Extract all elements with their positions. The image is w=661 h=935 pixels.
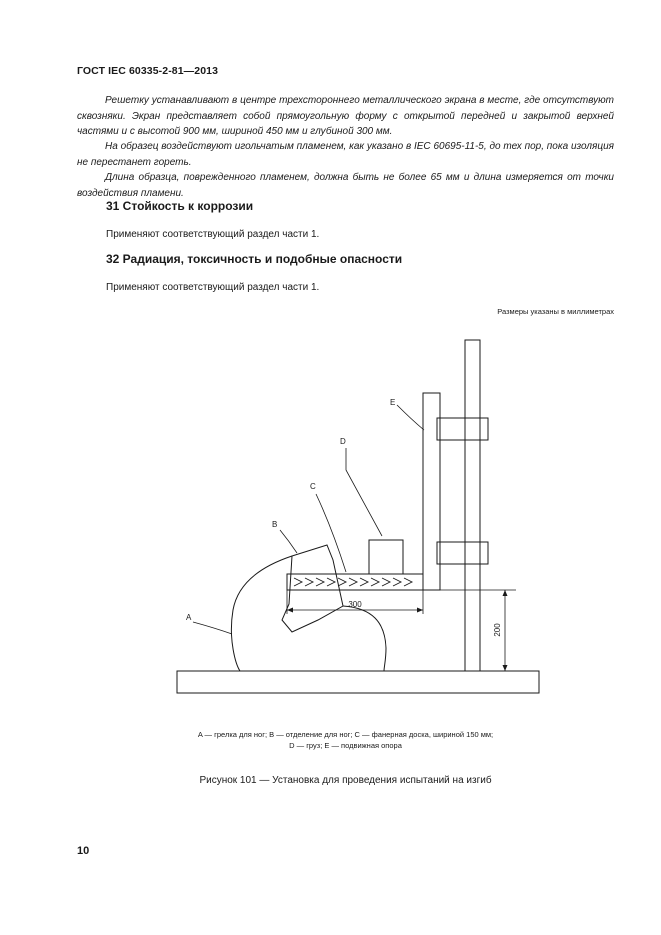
leader-c bbox=[316, 494, 346, 572]
weight-block bbox=[369, 540, 403, 574]
section-31-title: 31 Стойкость к коррозии bbox=[106, 199, 254, 213]
leader-a bbox=[193, 622, 232, 634]
foot-compartment bbox=[282, 545, 343, 632]
leader-e bbox=[397, 405, 424, 430]
label-e: E bbox=[390, 398, 396, 407]
plywood-board bbox=[287, 574, 423, 590]
board-arrows bbox=[294, 578, 412, 586]
dimension-200 bbox=[440, 590, 516, 671]
support-column bbox=[465, 340, 480, 671]
page-number: 10 bbox=[77, 845, 90, 857]
paragraph-screen-text: Решетку устанавливают в центре трехстороннего металлического экрана в месте, где отсутствуют сквозняки. Экран представляет собой прямоугольную форму с открытой передней и закрытой верхней частями и с высотой 900 мм, шириной 450 мм и глубиной 300 мм. bbox=[77, 95, 614, 137]
figure-caption: Рисунок 101 — Установка для проведения испытаний на изгиб bbox=[199, 775, 492, 786]
dim-300-text: 300 bbox=[348, 600, 362, 609]
base-plate bbox=[177, 671, 539, 693]
leader-d bbox=[346, 448, 382, 536]
label-d: D bbox=[340, 437, 346, 446]
leader-b bbox=[280, 530, 297, 553]
document-header: ГОСТ IEC 60335-2-81—2013 bbox=[77, 65, 219, 77]
foot-warmer-right bbox=[343, 606, 386, 671]
dim-200-text: 200 bbox=[493, 623, 502, 637]
label-a: A bbox=[186, 613, 192, 622]
paragraph-length-text: Длина образца, поврежденного пламенем, должна быть не более 65 мм и длина измеряется от точки воздействия пламени. bbox=[77, 172, 614, 199]
figure-legend-line-1: A — грелка для ног; B — отделение для ног; C — фанерная доска, шириной 150 мм; bbox=[197, 730, 494, 739]
section-32-title: 32 Радиация, токсичность и подобные опасности bbox=[106, 252, 403, 266]
figure-legend-line-2: D — груз; E — подвижная опора bbox=[289, 741, 402, 750]
label-c: C bbox=[310, 482, 316, 491]
label-b: B bbox=[272, 520, 278, 529]
section-31-body: Применяют соответствующий раздел части 1. bbox=[106, 229, 320, 240]
paragraph-flame-text: На образец воздействуют игольчатым пламенем, как указано в IEC 60695-11-5, до тех пор, пока изоляция не перестанет гореть. bbox=[77, 141, 614, 168]
foot-warmer-left bbox=[231, 556, 292, 671]
section-32-body: Применяют соответствующий раздел части 1. bbox=[106, 282, 320, 293]
units-note: Размеры указаны в миллиметрах bbox=[497, 307, 614, 316]
